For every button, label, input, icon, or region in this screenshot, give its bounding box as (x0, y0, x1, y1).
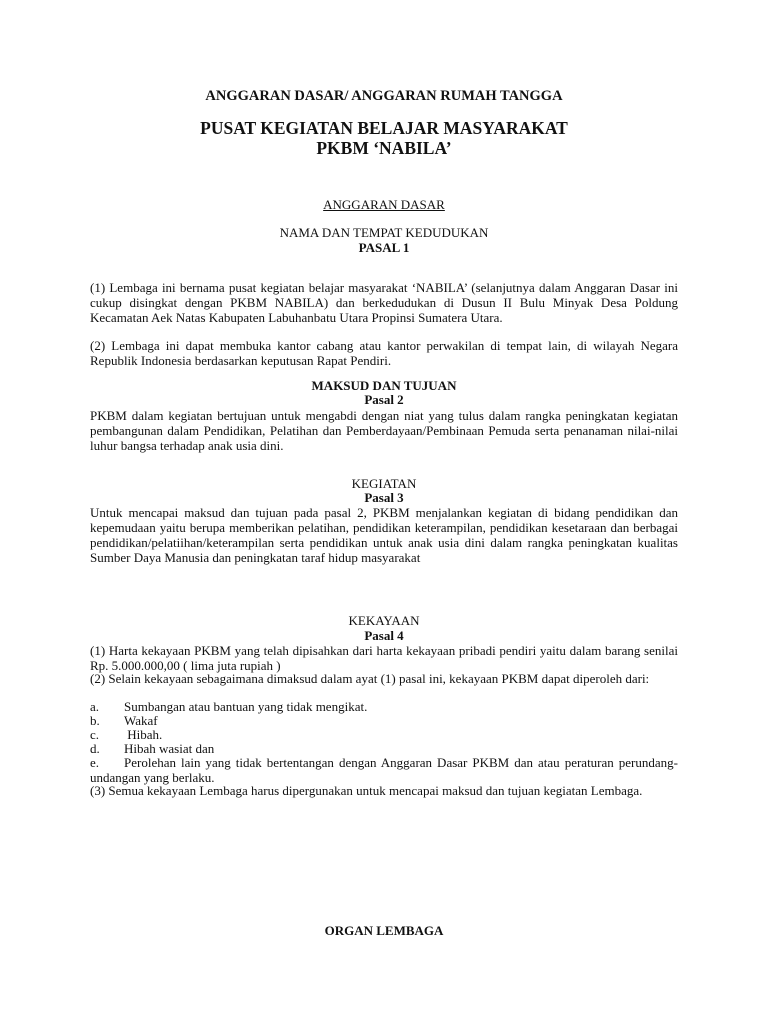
section-title-anggaran-dasar: ANGGARAN DASAR (323, 197, 445, 212)
list-item (90, 713, 678, 728)
chapter-title-kegiatan: KEGIATAN (351, 476, 417, 491)
pasal-3-paragraph: Untuk mencapai maksud dan tujuan pada pasal 2, PKBM menjalankan kegiatan di bidang pendidikan dan kepemudaan yaitu berupa memberikan pelatihan, pendidikan keterampilan, pendidikan kesetaraan dan berbagai pendidikan/pelatiihan/keterampilan serta pendidikan untuk anak usia dini dalam rangka peningkatan kualitas Sumber Daya Manusia dan peningkatan taraf hidup masyarakat (90, 505, 678, 565)
list-item (90, 699, 678, 714)
pasal-1-paragraph-2: (2) Lembaga ini dapat membuka kantor cabang atau kantor perwakilan di tempat lain, di wilayah Negara Republik Indonesia berdasarkan keputusan Rapat Pendiri. (90, 338, 678, 368)
pasal-4-paragraph-2: (2) Selain kekayaan sebagaimana dimaksud dalam ayat (1) pasal ini, kekayaan PKBM dapat diperoleh dari: (90, 671, 650, 686)
pasal-2-heading: Pasal 2 (364, 392, 404, 407)
pasal-1-paragraph-1: (1) Lembaga ini bernama pusat kegiatan belajar masyarakat ‘NABILA’ (selanjutnya dalam Anggaran Dasar ini cukup disingkat dengan PKBM NABILA) dan berkedudukan di Dusun II Bulu Minyak Desa Poldung Kecamatan Aek Natas Kabupaten Labuhanbatu Utara Propinsi Sumatera Utara. (90, 280, 678, 325)
chapter-title-nama-kedudukan: NAMA DAN TEMPAT KEDUDUKAN (279, 225, 489, 240)
doc-title: ANGGARAN DASAR/ ANGGARAN RUMAH TANGGA (205, 88, 563, 104)
list-item-text: Hibah. (124, 727, 163, 742)
list-item-letter: e. (90, 755, 100, 770)
pasal-4-heading: Pasal 4 (364, 628, 404, 643)
org-name: PUSAT KEGIATAN BELAJAR MASYARAKAT (200, 118, 568, 138)
list-item (90, 755, 678, 785)
list-item-text: Perolehan lain yang tidak bertentangan dengan Anggaran Dasar PKBM dan atau peraturan perundang-undangan yang berlaku. (90, 755, 678, 785)
chapter-title-maksud-tujuan: MAKSUD DAN TUJUAN (311, 378, 457, 393)
list-item-text: Wakaf (124, 713, 158, 728)
pasal-2-paragraph: PKBM dalam kegiatan bertujuan untuk mengabdi dengan niat yang tulus dalam rangka peningkatan kegiatan pembangunan dalam Pendidikan, Pelatihan dan Pemberdayaan/Pembinaan Pemuda serta penanaman nilai-nilai luhur bangsa terhadap anak usia dini. (90, 408, 678, 453)
pasal-3-heading: Pasal 3 (364, 490, 404, 505)
list-item (90, 727, 678, 742)
list-item-text: Sumbangan atau bantuan yang tidak mengikat. (124, 699, 368, 714)
pasal-1-heading: PASAL 1 (358, 240, 410, 255)
list-item-letter: a. (90, 699, 100, 714)
chapter-title-organ-lembaga: ORGAN LEMBAGA (324, 923, 444, 938)
pasal-4-paragraph-1: (1) Harta kekayaan PKBM yang telah dipisahkan dari harta kekayaan pribadi pendiri yaitu dalam barang senilai Rp. 5.000.000,00 ( lima juta rupiah ) (90, 643, 678, 673)
chapter-title-kekayaan: KEKAYAAN (348, 613, 420, 628)
org-short-name: PKBM ‘NABILA’ (316, 138, 452, 158)
list-item-letter: c. (90, 727, 100, 742)
list-item (90, 741, 678, 756)
list-item-text: Hibah wasiat dan (124, 741, 215, 756)
pasal-4-paragraph-3: (3) Semua kekayaan Lembaga harus dipergunakan untuk mencapai maksud dan tujuan kegiatan Lembaga. (90, 783, 643, 798)
list-item-letter: d. (90, 741, 100, 756)
list-item-letter: b. (90, 713, 100, 728)
